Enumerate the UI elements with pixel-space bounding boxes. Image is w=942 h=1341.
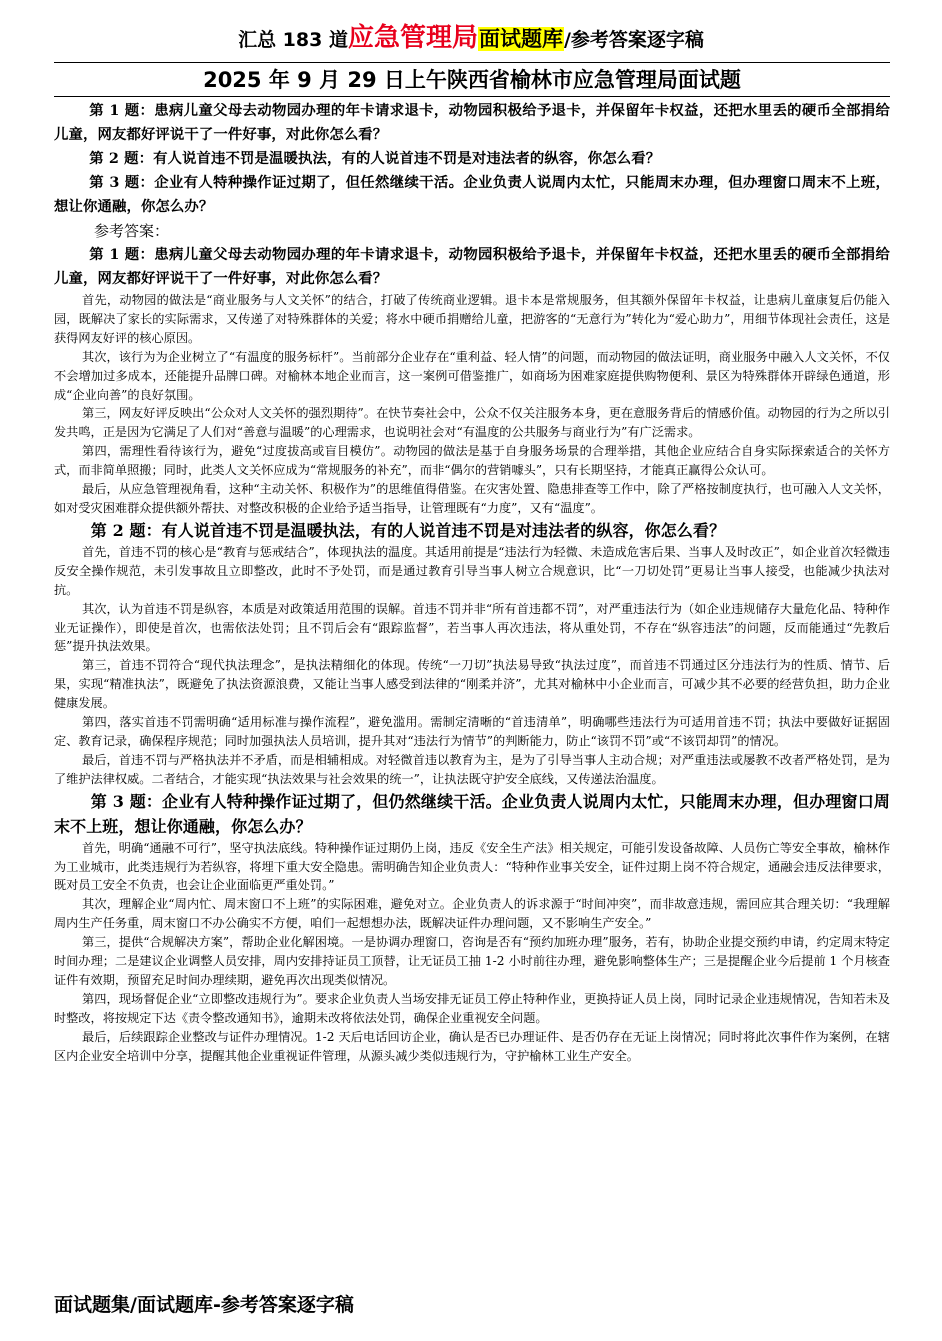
answer-1-heading: 第 1 题：患病儿童父母去动物园办理的年卡请求退卡，动物园积极给予退卡，并保留年卡权益，还把水里丢的硬币全部捐给儿童，网友都好评说干了一件好事，对此你怎么看？ (54, 246, 890, 287)
answer-3-paragraph: 第三，提供“合规解决方案”，帮助企业化解困境。一是协调办理窗口，咨询是否有“预约加班办理”服务，若有，协助企业提交预约申请，约定周末特定时间办理；二是建议企业调整人员安排，周内安排持证员工顶替，让无证员工抽 1-2 小时前往办理，避免影响整体生产；三是提醒企业今后提前 1 个月核查证件有效期，预留充足时间办理续期，避免再次出现类似情况。 (54, 935, 890, 987)
answer-3-paragraph: 其次，理解企业“周内忙、周末窗口不上班”的实际困难，避免对立。企业负责人的诉求源于“时间冲突”，而非故意违规，需回应其合理关切：“我理解周内生产任务重，周末窗口不办公确实不方便，咱们一起想想办法，既解决证件办理问题，又不影响生产安全。” (54, 897, 890, 931)
answer-2-paragraph: 第四，落实首违不罚需明确“适用标准与操作流程”，避免滥用。需制定清晰的“首违清单”，明确哪些违法行为可适用首违不罚；执法中要做好证据固定、教育记录，确保程序规范；同时加强执法人员培训，提升其对“违法行为情节”的判断能力，防止“该罚不罚”或“不该罚却罚”的情况。 (54, 715, 890, 748)
answer-1-paragraph: 第四，需理性看待该行为，避免“过度拔高或盲目模仿”。动物园的做法是基于自身服务场景的合理举措，其他企业应结合自身实际探索适合的关怀方式，而非简单照搬；同时，此类人文关怀应成为“常规服务的补充”，而非“偶尔的营销噱头”，只有长期坚持，才能真正赢得公众认可。 (54, 444, 890, 478)
question-2: 第 2 题：有人说首违不罚是温暖执法，有的人说首违不罚是对违法者的纵容，你怎么看？ (89, 150, 661, 167)
header-highlight-text: 面试题库 (478, 27, 563, 51)
answer-2-paragraph: 首先，首违不罚的核心是“教育与惩戒结合”，体现执法的温度。其适用前提是“违法行为轻微、未造成危害后果、当事人及时改正”，如企业首次轻微违反安全操作规范，未引发事故且立即整改，此时不予处罚，而是通过教育引导当事人树立合规意识，比“一刀切处罚”更易让当事人接受，也能减少执法对抗。 (54, 544, 890, 597)
answer-2-paragraph: 第三，首违不罚符合“现代执法理念”，是执法精细化的体现。传统“一刀切”执法易导致“执法过度”，而首违不罚通过区分违法行为的性质、情节、后果，实现“精准执法”，既避免了执法资源浪费，又能让当事人感受到法律的“刚柔并济”，尤其对榆林中小企业而言，可减少其不必要的经营负担，助力企业健康发展。 (54, 658, 890, 711)
answer-2-paragraph: 最后，首违不罚与严格执法并不矛盾，而是相辅相成。对轻微首违以教育为主，是为了引导当事人主动合规；对严重违法或屡教不改者严格处罚，是为了维护法律权威。二者结合，才能实现“执法效果与社会效果的统一”，让执法既守护安全底线，又传递法治温度。 (54, 752, 890, 786)
answer-2-paragraph: 其次，认为首违不罚是纵容，本质是对政策适用范围的误解。首违不罚并非“所有首违都不罚”，对严重违法行为（如企业违规储存大量危化品、特种作业无证操作），即使是首次，也需依法处罚；且不罚后会有“跟踪监督”，若当事人再次违法，将从重处罚，不存在“纵容违法”的问题，反而能通过“先教后惩”提升执法效果。 (54, 601, 890, 654)
answer-1-paragraph: 首先，动物园的做法是“商业服务与人文关怀”的结合，打破了传统商业逻辑。退卡本是常规服务，但其额外保留年卡权益，让患病儿童康复后仍能入园，既解决了家长的实际需求，又传递了对特殊群体的关爱；将水中硬币捐赠给儿童，把游客的“无意行为”转化为“爱心助力”，用细节体现社会责任，这是获得网友好评的核心原因。 (54, 293, 890, 345)
answer-1-paragraph: 最后，从应急管理视角看，这种“主动关怀、积极作为”的思维值得借鉴。在灾害处置、隐患排查等工作中，除了严格按制度执行，也可融入人文关怀，如对受灾困难群众提供额外帮扶、对整改积极的企业给予适当指导，让管理既有“力度”，又有“温度”。 (54, 482, 890, 515)
answer-1-paragraph: 第三，网友好评反映出“公众对人文关怀的强烈期待”。在快节奏社会中，公众不仅关注服务本身，更在意服务背后的情感价值。动物园的行为之所以引发共鸣，正是因为它满足了人们对“善意与温暖”的心理需求，也说明社会对“有温度的公共服务与商业行为”有广泛需求。 (54, 406, 890, 440)
answer-3-heading: 第 3 题：企业有人特种操作证过期了，但仍然继续干活。企业负责人说周内太忙，只能周末办理，但办理窗口周末不上班，想让你通融，你怎么办？ (54, 791, 890, 836)
header-red-text: 应急管理局 (347, 23, 478, 53)
question-1: 第 1 题：患病儿童父母去动物园办理的年卡请求退卡，动物园积极给予退卡，并保留年卡权益，还把水里丢的硬币全部捐给儿童，网友都好评说干了一件好事，对此你怎么看？ (54, 102, 890, 143)
answer-3-paragraph: 第四，现场督促企业“立即整改违规行为”。要求企业负责人当场安排无证员工停止特种作业，更换持证人员上岗，同时记录企业违规情况，告知若未及时整改，将按规定下达《责令整改通知书》，逾期未改将依法处罚，确保企业重视安全问题。 (54, 991, 890, 1025)
reference-label: 参考答案： (94, 222, 170, 240)
answer-3-paragraph: 最后，后续跟踪企业整改与证件办理情况。1-2 天后电话回访企业，确认是否已办理证件、是否仍存在无证上岗情况；同时将此次事件作为案例，在辖区内企业安全培训中分享，提醒其他企业重视证件管理，从源头减少类似违规行为，守护榆林工业生产安全。 (54, 1029, 890, 1063)
header-prefix: 汇总 183 道 (238, 29, 348, 51)
answer-3-paragraph: 首先，明确“通融不可行”，坚守执法底线。特种操作证过期仍上岗，违反《安全生产法》相关规定，可能引发设备故障、人员伤亡等安全事故，榆林作为工业城市，此类违规行为若纵容，将埋下重大安全隐患。需明确告知企业负责人：“特种作业事关安全，证件过期上岗不符合规定，通融会违反法律要求，既对员工安全不负责，也会让企业面临更严重处罚。” (54, 840, 890, 893)
page-title: 2025 年 9 月 29 日上午陕西省榆林市应急管理局面试题 (203, 68, 741, 92)
page-header (0, 18, 942, 60)
answer-2-heading: 第 2 题：有人说首违不罚是温暖执法，有的人说首违不罚是对违法者的纵容，你怎么看？ (90, 520, 726, 540)
answer-1-paragraph: 其次，该行为为企业树立了“有温度的服务标杆”。当前部分企业存在“重利益、轻人情”的问题，而动物园的做法证明，商业服务中融入人文关怀，不仅不会增加过多成本，还能提升品牌口碑。对榆林本地企业而言，这一案例可借鉴推广，如商场为困难家庭提供购物便利、景区为特殊群体开辟绿色通道，形成“企业向善”的良好氛围。 (54, 349, 890, 402)
document-body (54, 99, 890, 1066)
title-bottom-rule (54, 96, 890, 97)
header-suffix: /参考答案逐字稿 (563, 29, 704, 51)
question-3: 第 3 题：企业有人特种操作证过期了，但任然继续干活。企业负责人说周内太忙，只能周末办理，但办理窗口周末不上班，想让你通融，你怎么办？ (54, 174, 890, 215)
page-footer: 面试题集/面试题库-参考答案逐字稿 (54, 1294, 354, 1316)
title-top-rule (54, 62, 890, 63)
